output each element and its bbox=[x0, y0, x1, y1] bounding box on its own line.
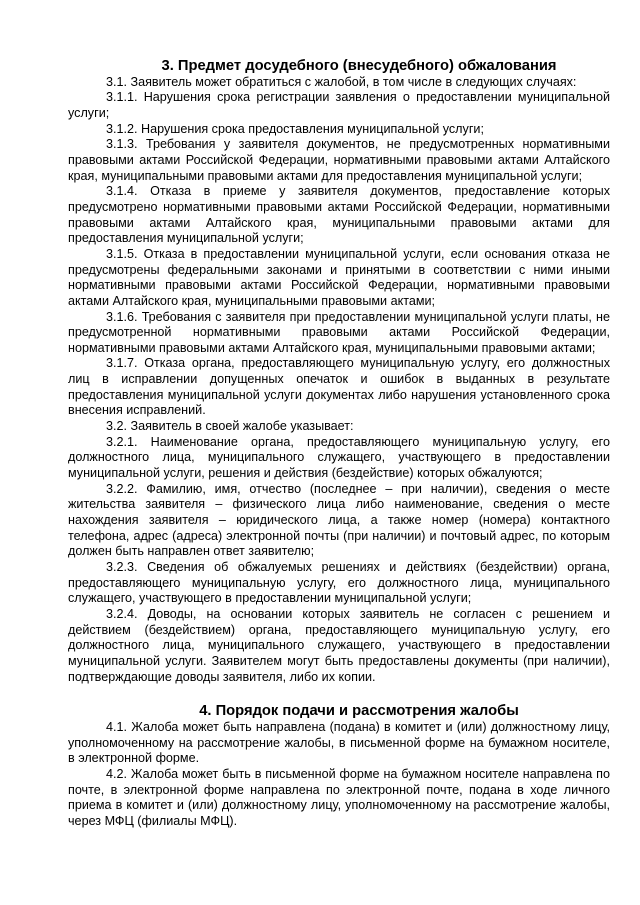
paragraph-3-1: 3.1. Заявитель может обратиться с жалобой, в том числе в следующих случаях: bbox=[106, 74, 577, 89]
paragraph-3-1-4: 3.1.4. Отказа в приеме у заявителя документов, предоставление которых предусмотрено нормативными правовыми актами Российской Федерации, нормативными правовыми актами Алтайского края, муниципальными правовыми актами для предоставления муниципальной услуги; bbox=[68, 184, 610, 246]
section-heading: 3. Предмет досудебного (внесудебного) обжалования bbox=[161, 58, 557, 74]
paragraph-4-1: 4.1. Жалоба может быть направлена (подана) в комитет и (или) должностному лицу, уполномоченному на рассмотрение жалобы, в письменной форме на бумажном носителе, в электронной форме. bbox=[68, 719, 610, 766]
section-4 bbox=[68, 704, 610, 829]
section-3 bbox=[68, 59, 610, 685]
paragraph-3-2: 3.2. Заявитель в своей жалобе указывает: bbox=[106, 419, 354, 434]
paragraph-3-1-6: 3.1.6. Требования с заявителя при предоставлении муниципальной услуги платы, не предусмотренной нормативными правовыми актами Российской Федерации, нормативными правовыми актами Алтайского края, муниципальными правовыми актами; bbox=[68, 309, 610, 355]
paragraph-3-1-3: 3.1.3. Требования у заявителя документов, не предусмотренных нормативными правовыми актами Российской Федерации, нормативными правовыми актами Алтайского края, муниципальными правовыми актами для предоставления муниципальной услуги; bbox=[68, 137, 610, 183]
paragraph-3-1-5: 3.1.5. Отказа в предоставлении муниципальной услуги, если основания отказа не предусмотрены федеральными законами и принятыми в соответствии с ними иными нормативными правовыми актами Российской Федерации, нормативными правовыми актами Алтайского края, муниципальными правовыми актами; bbox=[68, 246, 610, 308]
paragraph-3-2-1: 3.2.1. Наименование органа, предоставляющего муниципальную услугу, его должностного лица, муниципального служащего, участвующего в предоставлении муниципальной услуги, решения и действия (бездействие) которых обжалуются; bbox=[68, 434, 610, 481]
paragraph-3-1-2: 3.1.2. Нарушения срока предоставления муниципальной услуги; bbox=[106, 121, 484, 136]
paragraph-3-2-2: 3.2.2. Фамилию, имя, отчество (последнее – при наличии), сведения о месте жительства заявителя – физического лица либо наименование, сведения о месте нахождения заявителя – юридического лица, а также номер (номера) контактного телефона, адрес (адреса) электронной почты (при наличии) и почтовый адрес, по которым должен быть направлен ответ заявителю; bbox=[68, 481, 610, 559]
section-heading: 4. Порядок подачи и рассмотрения жалобы bbox=[199, 703, 519, 720]
paragraph-4-2: 4.2. Жалоба может быть в письменной форме на бумажном носителе направлена по почте, в электронной форме направлена по электронной почте, подана в ходе личного приема в комитет и (или) должностному лицу, уполномоченному на рассмотрение жалобы, через МФЦ (филиалы МФЦ). bbox=[68, 766, 610, 828]
document-page bbox=[68, 59, 610, 830]
paragraph-3-2-4: 3.2.4. Доводы, на основании которых заявитель не согласен с решением и действием (бездействием) органа, предоставляющего муниципальную услугу, его должностного лица, муниципального служащего, участвующего в предоставлении муниципальной услуги. Заявителем могут быть предоставлены документы (при наличии), подтверждающие доводы заявителя, либо их копии. bbox=[68, 606, 610, 684]
paragraph-3-2-3: 3.2.3. Сведения об обжалуемых решениях и действиях (бездействии) органа, предоставляющего муниципальную услугу, его должностного лица, муниципального служащего, участвующего в предоставлении муниципальной услуги; bbox=[68, 560, 610, 606]
paragraph-3-1-1: 3.1.1. Нарушения срока регистрации заявления о предоставлении муниципальной услуги; bbox=[68, 90, 610, 120]
paragraph-3-1-7: 3.1.7. Отказа органа, предоставляющего муниципальную услугу, его должностных лиц в исправлении допущенных опечаток и ошибок в выданных в результате предоставления муниципальной услуги документах либо нарушения установленного срока внесения исправлений. bbox=[68, 356, 610, 418]
